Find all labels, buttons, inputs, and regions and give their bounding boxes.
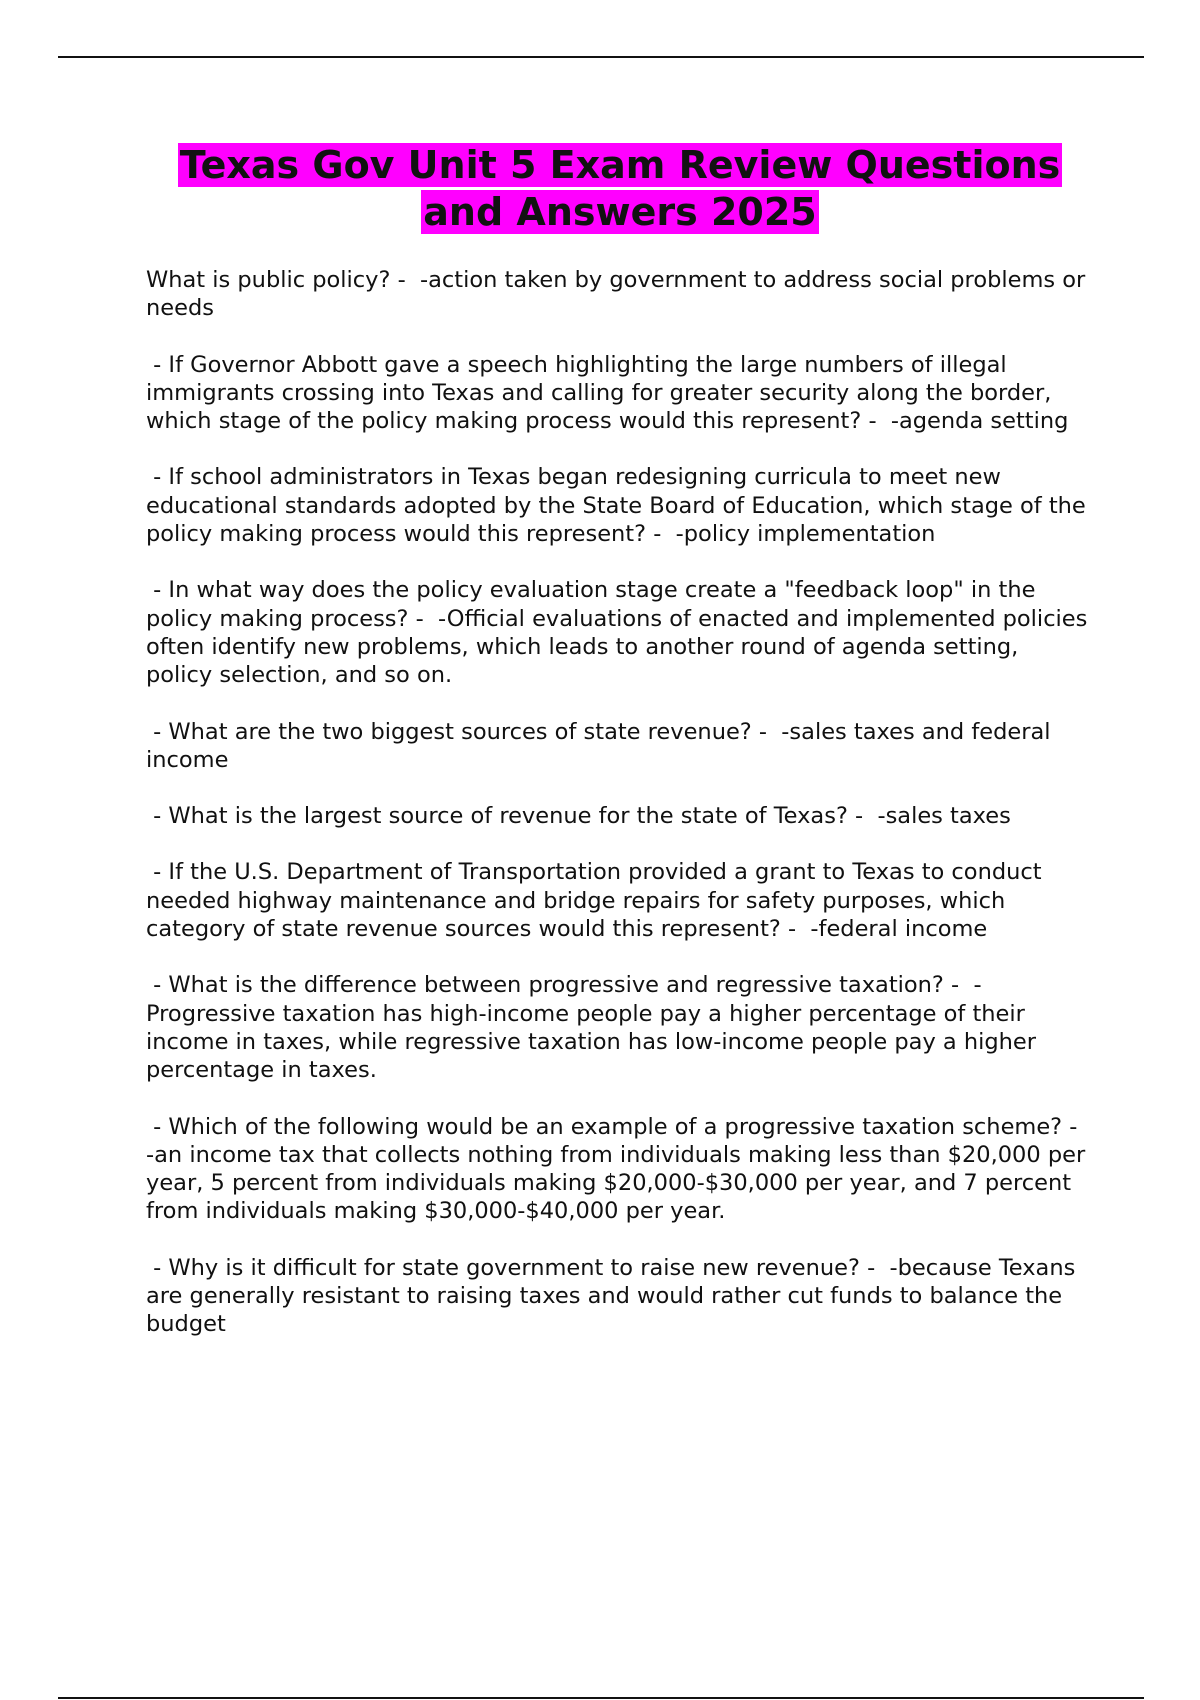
qa-item-4: - In what way does the policy evaluation stage create a "feedback loop" in the policy making process? - -Official evaluations of enacted and implemented policies often identify new problems, which leads to another round of agenda setting, policy selection, and so on. <box>146 577 1095 689</box>
qa-item-2: - If Governor Abbott gave a speech highlighting the large numbers of illegal immigrants crossing into Texas and calling for greater security along the border, which stage of the policy making process would this represent? - -agenda setting <box>146 351 1069 435</box>
qa-item-5: - What are the two biggest sources of state revenue? - -sales taxes and federal income <box>146 718 1058 773</box>
qa-item-6: - What is the largest source of revenue for the state of Texas? - -sales taxes <box>146 803 1011 830</box>
qa-item-1: What is public policy? - -action taken by government to address social problems or needs <box>146 267 1093 322</box>
bottom-rule <box>58 1697 1144 1699</box>
top-rule <box>58 56 1144 58</box>
qa-item-3: - If school administrators in Texas began redesigning curricula to meet new educational standards adopted by the State Board of Education, which stage of the policy making process would this represent? - -policy implementation <box>146 464 1093 548</box>
title-line-2: and Answers 2025 <box>423 190 817 234</box>
qa-item-10: - Why is it difficult for state government to raise new revenue? - -because Texans are generally resistant to raising taxes and would rather cut funds to balance the budget <box>146 1254 1083 1338</box>
title-line-1: Texas Gov Unit 5 Exam Review Questions <box>179 143 1061 187</box>
qa-list <box>146 266 1095 1367</box>
document-title <box>140 142 1100 236</box>
qa-item-7: - If the U.S. Department of Transportation provided a grant to Texas to conduct needed highway maintenance and bridge repairs for safety purposes, which category of state revenue sources would this represent? - -federal income <box>146 859 1049 943</box>
qa-item-8: - What is the difference between progressive and regressive taxation? - -Progressive taxation has high-income people pay a higher percentage of their income in taxes, while regressive taxation has low-income people pay a higher percentage in taxes. <box>146 972 1044 1084</box>
qa-item-9: - Which of the following would be an example of a progressive taxation scheme? - -an income tax that collects nothing from individuals making less than $20,000 per year, 5 percent from individuals making $20,000-$30,000 per year, and 7 percent from individuals making $30,000-$40,000 per year. <box>146 1113 1093 1225</box>
